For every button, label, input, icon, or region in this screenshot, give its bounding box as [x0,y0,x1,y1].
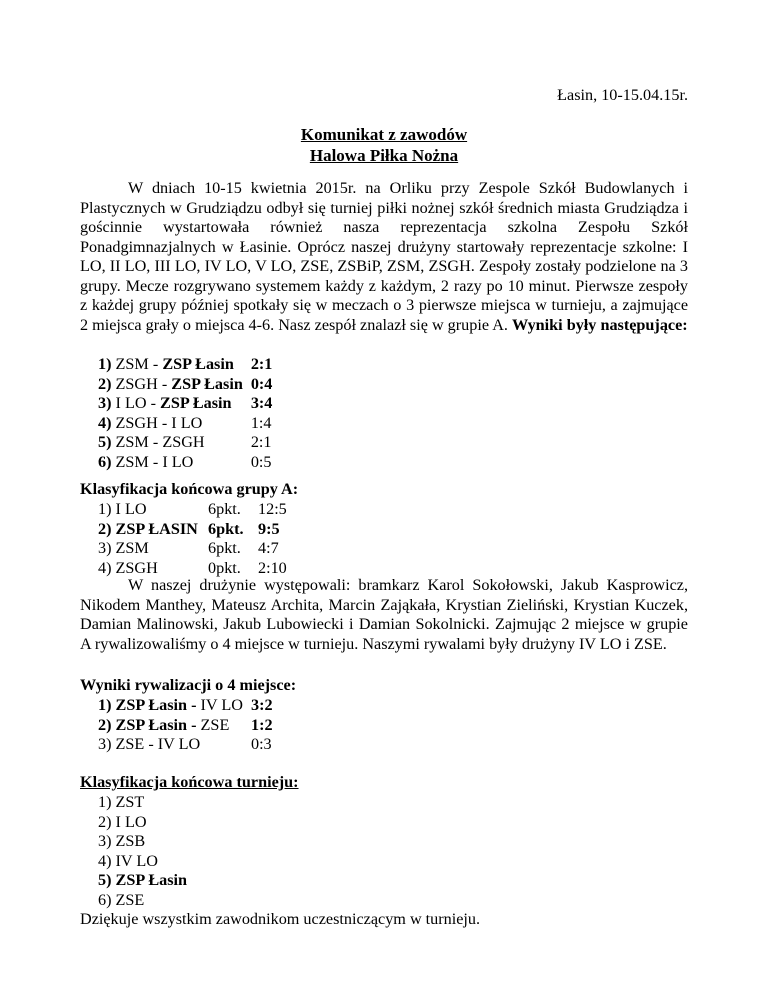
table-row [98,453,272,473]
match-number: 2) [98,715,112,734]
team-goals: 2:10 [258,558,287,577]
match-number: 3) [98,394,112,412]
match-cell: 4) ZSGH - I LO [98,413,203,432]
table-row [98,414,272,434]
date-line: Łasin, 10-15.04.15r. [557,86,688,104]
home-team: ZSE [115,735,145,753]
score-cell [251,716,273,736]
table-row [98,355,272,375]
list-item: 1) ZST [98,793,145,811]
away-team: IV LO [200,696,243,714]
home-team: ZSGH [115,374,158,393]
table-row [98,696,273,716]
match-score: 2:1 [250,433,272,451]
group-classification-table [98,500,287,578]
home-team: ZSM [115,355,149,373]
team-points: 6pkt. [208,519,244,538]
intro-text: W dniach 10-15 kwietnia 2015r. na Orliku przy Zespole Szkół Budowlanych i Plastycznych w Grudziądzu odbył się turniej piłki nożnej szkół średnich miasta Grudziądza i gościnnie wystartowała również nasza reprezentacja szkolna Zespołu Szkół Ponadgimnazjalnych w Łasinie. Oprócz naszej drużyny startowały reprezentacje szkolne: I LO, II LO, III LO, IV LO, V LO, ZSE, ZSBiP, ZSM, ZSGH. Zespoły zostały podzielone na 3 grupy. Mecze rozgrywano systemem każdy z każdym, 2 razy po 10 minut. Pierwsze zespoły z każdej grupy później spotkały się w meczach o 3 pierwsze miejsca w turnieju, a zajmujące 2 miejsca grały o miejsca 4-6. Nasz zespół znalazł się w grupie A. [80,179,688,334]
list-item: 4) IV LO [98,851,158,870]
away-team: IV LO [157,735,201,753]
playoff-results-table [98,696,273,755]
table-row [98,716,273,736]
team-points: 0pkt. [208,558,241,577]
match-separator: - [187,715,201,734]
intro-paragraph [80,179,688,335]
match-number: 1) [98,696,112,714]
final-heading: Klasyfikacja końcowa turnieju: [80,773,299,791]
team-goals: 12:5 [258,500,287,518]
match-separator: - [144,735,158,753]
away-team: I LO [171,413,203,432]
roster-text: W naszej drużynie występowali: bramkarz Karol Sokołowski, Jakub Kasprowicz, Nikodem Manthey, Mateusz Archita, Marcin Zająkała, Krystian Zieliński, Krystian Kuczek, Damian Malinowski, Jakub Lubowiecki i Damian Sokolnicki. Zajmując 2 miejsce w grupie A rywalizowaliśmy o 4 miejsce w turnieju. Naszymi rywalami były drużyny IV LO i ZSE. [80,576,688,653]
score-cell [251,375,273,395]
group-table-heading: Klasyfikacja końcowa grupy A: [80,480,299,498]
match-number: 1) [98,355,112,373]
table-row [98,375,272,395]
match-cell: 2) ZSGH - ZSP Łasin [98,374,243,393]
match-number: 4) [98,413,112,432]
match-cell: 1) ZSM - ZSP Łasin [98,355,234,373]
home-team: ZSP Łasin [115,696,188,714]
score-cell [251,394,273,414]
team-points: 6pkt. [208,539,241,557]
final-classification-list [98,793,187,910]
list-item: 5) ZSP Łasin [98,871,188,889]
away-team: ZSGH [162,433,205,451]
results-lead: Wyniki były następujące: [511,315,688,334]
away-team: ZSE [200,715,230,734]
match-score: 1:2 [250,715,273,734]
list-item: 6) ZSE [98,890,145,909]
match-cell: 3) I LO - ZSP Łasin [98,394,232,412]
closing-text: Dziękuje wszystkim zawodnikom uczestniczącym w turnieju. [80,910,481,928]
match-number: 5) [98,433,112,451]
match-cell [98,735,251,755]
table-row [98,520,287,540]
title-line-2: Halowa Piłka Nożna [309,146,459,165]
group-results-table [98,355,272,472]
home-team: ZSGH [115,413,158,432]
team-points: 6pkt. [208,500,241,518]
away-team: ZSP Łasin [162,355,234,373]
score-cell [251,414,273,434]
score-cell [251,453,273,473]
match-cell [98,696,251,716]
team-goals: 9:5 [258,519,280,538]
title-line-1: Komunikat z zawodów [300,125,468,144]
page-title [80,124,688,166]
match-score: 3:2 [250,696,273,714]
team-name: 2) ZSP ŁASIN [98,519,198,538]
roster-paragraph [80,576,688,654]
team-name: 4) ZSGH [98,558,158,577]
home-team: I LO [115,394,147,412]
match-separator: - [187,696,201,714]
match-score: 3:4 [250,394,273,412]
away-team: I LO [162,452,194,471]
table-row [98,539,287,559]
team-name: 1) I LO [98,500,147,518]
match-number: 2) [98,374,112,393]
match-score: 0:4 [250,374,273,393]
match-score: 2:1 [250,355,273,373]
table-row [98,433,272,453]
playoff-heading: Wyniki rywalizacji o 4 miejsce: [80,676,297,694]
team-name: 3) ZSM [98,539,149,557]
away-team: ZSP Łasin [171,374,243,393]
home-team: ZSM [115,433,149,451]
table-row [98,735,273,755]
away-team: ZSP Łasin [160,394,232,412]
match-score: 1:4 [250,413,272,432]
score-cell [251,355,273,375]
match-number: 6) [98,452,112,471]
home-team: ZSP Łasin [115,715,188,734]
table-row [98,394,272,414]
match-cell [98,716,251,736]
match-number: 3) [98,735,112,753]
match-score: 0:3 [250,735,272,753]
score-cell [251,735,273,755]
score-cell [251,433,273,453]
table-row [98,500,287,520]
list-item: 3) ZSB [98,832,146,850]
home-team: ZSM [115,452,149,471]
match-cell: 5) ZSM - ZSGH [98,433,205,451]
list-item: 2) I LO [98,812,147,831]
team-goals: 4:7 [258,539,279,557]
match-cell: 6) ZSM - I LO [98,452,194,471]
score-cell [251,696,273,716]
match-score: 0:5 [250,452,272,471]
